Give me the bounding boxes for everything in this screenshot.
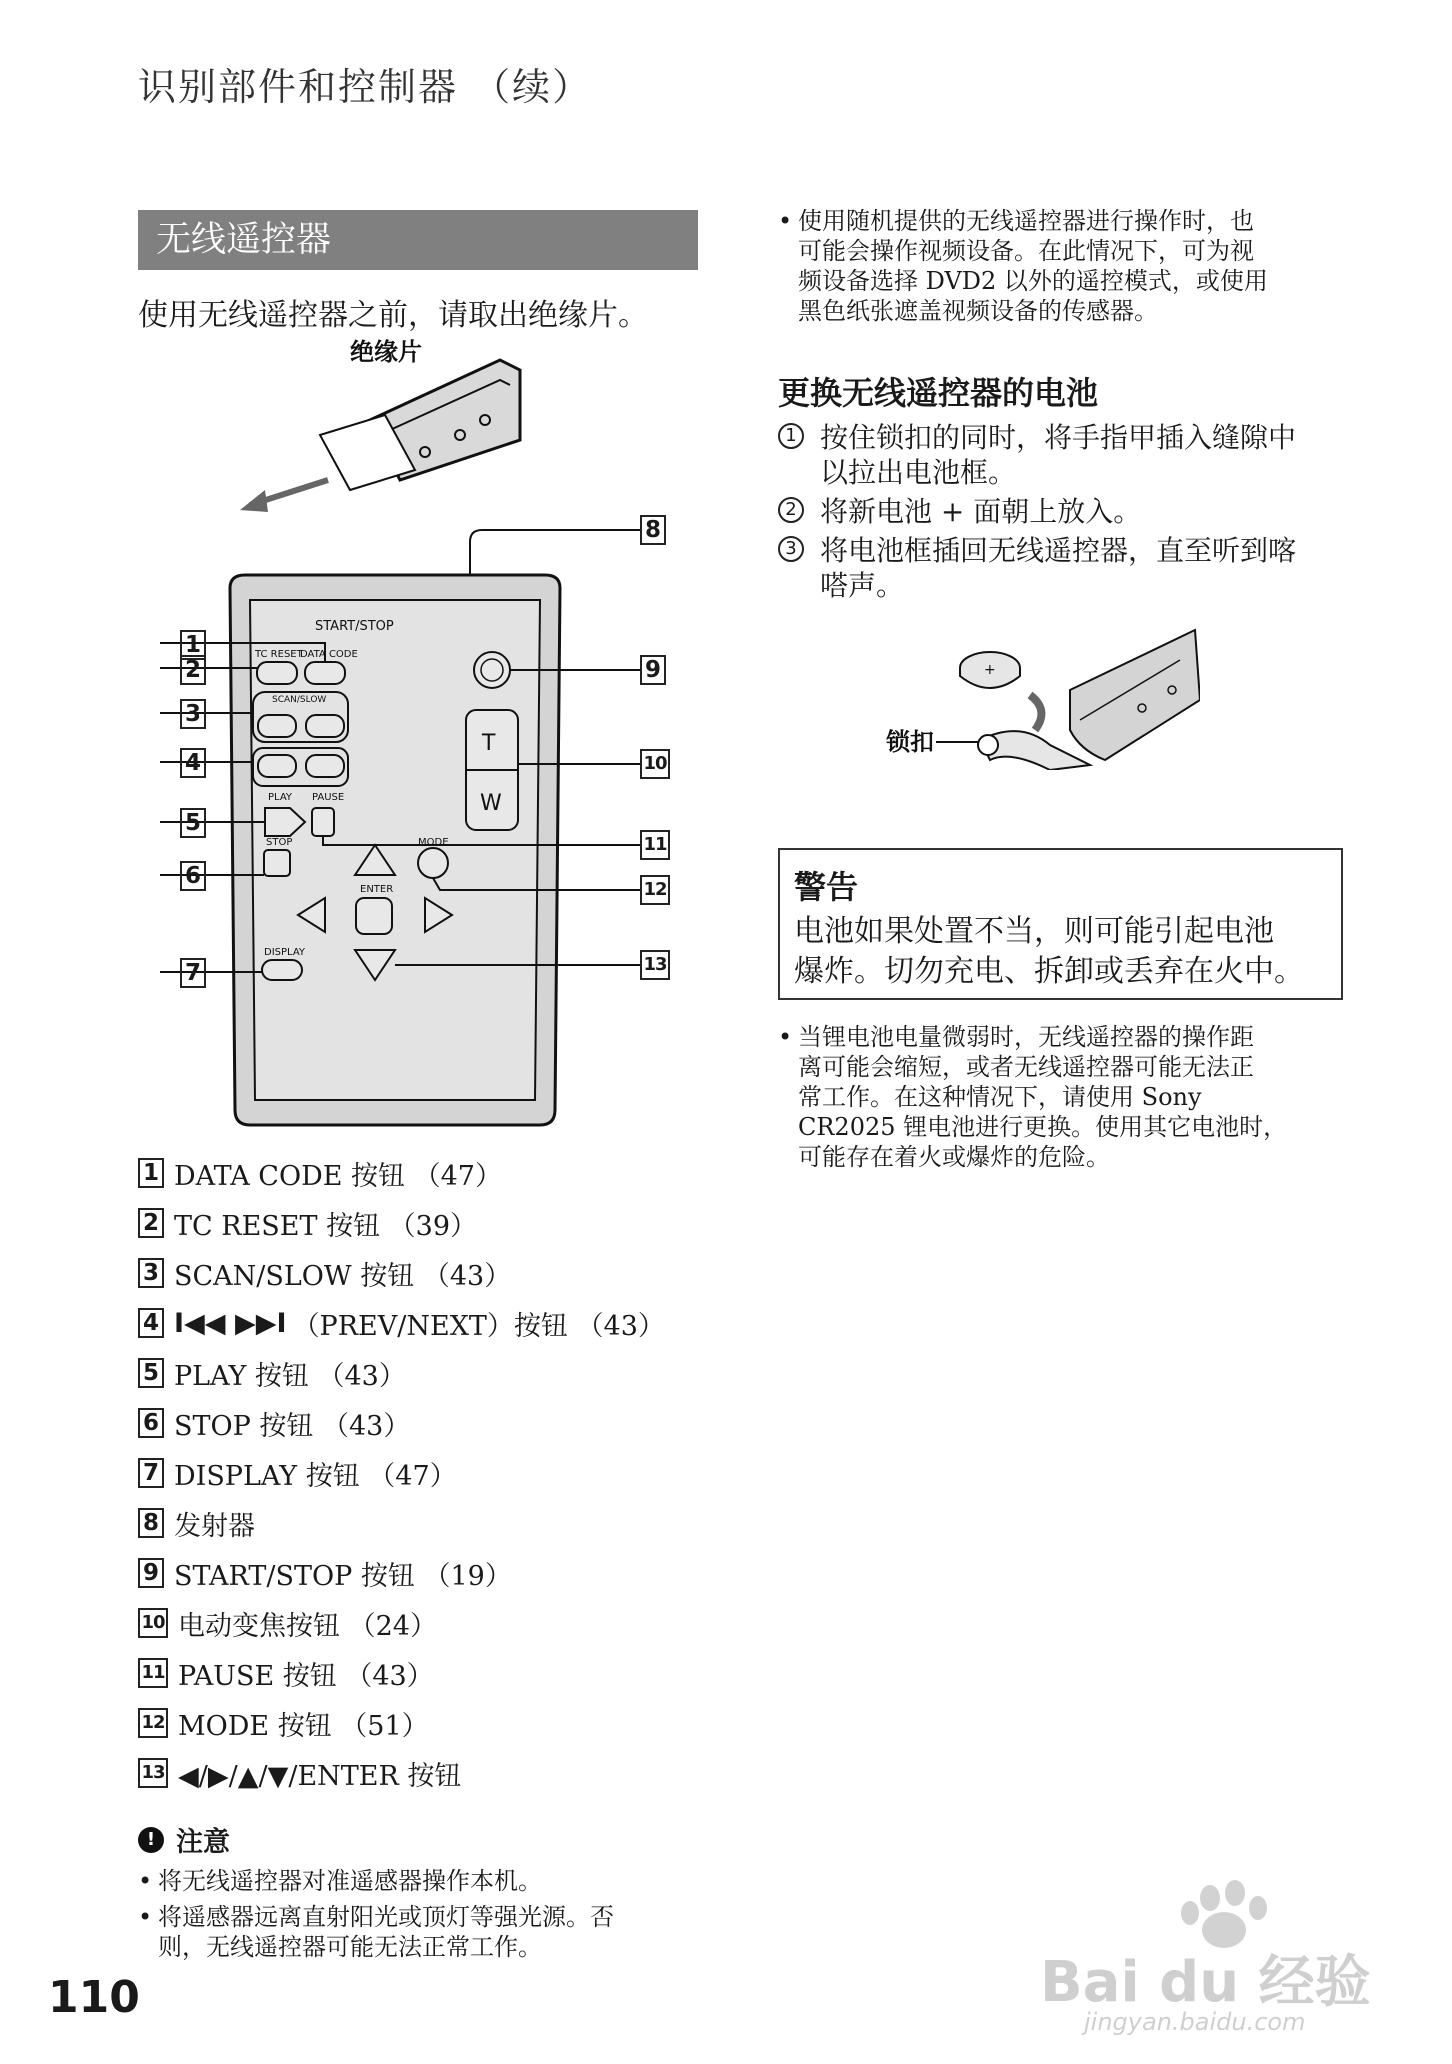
data-code-button	[305, 662, 345, 684]
data-code-caption: DATA CODE	[300, 649, 358, 660]
stop-caption: STOP	[266, 837, 293, 848]
list-item	[138, 1748, 738, 1798]
prev-button	[258, 755, 296, 777]
note-bullet-2: • 将遥感器远离直射阳光或顶灯等强光源。否 则，无线遥控器可能无法正常工作。	[138, 1903, 614, 1961]
battery-step-1	[778, 420, 1358, 490]
start-stop-caption: START/STOP	[315, 619, 394, 634]
zoom-wide-label: W	[480, 791, 502, 816]
warning-line: 爆炸。切勿充电、拆卸或丢弃在火中。	[794, 954, 1304, 989]
list-item	[138, 1598, 738, 1648]
step-line: 嗒声。	[820, 569, 905, 602]
item-number: 11	[138, 1658, 168, 1688]
bullet-line: 可能存在着火或爆炸的危险。	[798, 1143, 1110, 1171]
item-number: 1	[138, 1158, 164, 1188]
item-text: SCAN/SLOW 按钮 （43）	[174, 1260, 512, 1292]
item-number: 8	[138, 1508, 164, 1538]
list-item	[138, 1198, 738, 1248]
start-stop-button	[474, 652, 510, 688]
note-bullet-1: • 将无线遥控器对准遥感器操作本机。	[138, 1867, 542, 1895]
item-text: （PREV/NEXT）按钮 （43）	[292, 1310, 665, 1342]
item-text: 电动变焦按钮 （24）	[178, 1610, 437, 1642]
battery-illustration	[880, 620, 1200, 770]
list-item	[138, 1648, 738, 1698]
item-number: 2	[138, 1208, 164, 1238]
bullet-line: 离可能会缩短，或者无线遥控器可能无法正	[798, 1053, 1254, 1081]
insert-arrow	[1030, 695, 1041, 730]
pause-button	[312, 808, 334, 836]
item-text: ◀/▶/▲/▼/ENTER 按钮	[178, 1760, 462, 1792]
list-item	[138, 1248, 738, 1298]
list-item	[138, 1148, 738, 1198]
section-intro-text: 使用无线遥控器之前，请取出绝缘片。	[138, 298, 648, 333]
lock-label: 锁扣	[886, 728, 934, 756]
display-caption: DISPLAY	[264, 947, 306, 958]
battery-section-title: 更换无线遥控器的电池	[778, 374, 1099, 412]
note-line: 将无线遥控器对准遥感器操作本机。	[158, 1867, 542, 1895]
warning-body	[794, 912, 1334, 992]
step-line: 以拉出电池框。	[820, 456, 1017, 489]
list-item	[138, 1348, 738, 1398]
bullet-line: 常工作。在这种情况下，请使用 Sony	[798, 1083, 1202, 1111]
step-line: 按住锁扣的同时，将手指甲插入缝隙中	[820, 421, 1297, 454]
callout-2: 2	[180, 655, 206, 685]
item-number: 10	[138, 1608, 168, 1638]
parts-list	[138, 1148, 738, 1798]
notes-heading	[138, 1820, 230, 1859]
remote-bottom	[1070, 630, 1200, 760]
page-number: 110	[48, 1972, 140, 2023]
callout-13: 13	[640, 950, 670, 980]
item-number: 13	[138, 1758, 168, 1788]
section-title-bar: 无线遥控器	[138, 210, 698, 270]
note-line: 则，无线遥控器可能无法正常工作。	[158, 1933, 542, 1961]
item-number: 12	[138, 1708, 168, 1738]
display-button	[262, 960, 302, 980]
callout-8: 8	[640, 515, 666, 545]
item-text: 发射器	[174, 1510, 255, 1542]
list-item	[138, 1298, 738, 1348]
mode-button	[418, 848, 448, 878]
warning-line: 电池如果处置不当，则可能引起电池	[794, 914, 1274, 949]
tc-reset-caption: TC RESET	[255, 649, 303, 660]
callout-10: 10	[640, 749, 670, 779]
item-number: 9	[138, 1558, 164, 1588]
callout-4: 4	[180, 748, 206, 778]
bullet-line: CR2025 锂电池进行更换。使用其它电池时，	[798, 1113, 1288, 1141]
list-item	[138, 1698, 738, 1748]
stop-button	[264, 850, 290, 876]
list-item	[138, 1448, 738, 1498]
bullet-line: 黑色纸张遮盖视频设备的传感器。	[798, 297, 1158, 325]
play-caption: PLAY	[268, 792, 293, 803]
callout-12: 12	[640, 875, 670, 905]
list-item	[138, 1398, 738, 1448]
battery-step-3	[778, 533, 1358, 603]
note-line: 将遥感器远离直射阳光或顶灯等强光源。否	[158, 1903, 614, 1931]
scan-back-button	[258, 715, 296, 737]
svg-text:+: +	[984, 662, 996, 678]
step-line: 将电池框插回无线遥控器，直至听到喀	[820, 534, 1297, 567]
watermark-url: jingyan.baidu.com	[1084, 2008, 1306, 2036]
caution-icon: !	[138, 1827, 164, 1853]
watermark-brand: Bai du 经验	[1040, 1950, 1371, 2015]
callout-3: 3	[180, 699, 206, 729]
scan-forward-button	[306, 715, 344, 737]
callout-5: 5	[180, 808, 206, 838]
step-number: 1	[778, 423, 804, 449]
bullet-line: 可能会操作视频设备。在此情况下，可为视	[798, 237, 1254, 265]
warning-box	[778, 848, 1343, 1000]
enter-button	[356, 898, 392, 934]
scan-slow-caption: SCAN/SLOW	[272, 695, 327, 705]
zoom-tele-label: T	[482, 731, 496, 756]
step-number: 2	[778, 497, 804, 523]
item-text: TC RESET 按钮 （39）	[174, 1210, 478, 1242]
bullet-line: 当锂电池电量微弱时，无线遥控器的操作距	[798, 1023, 1254, 1051]
battery-low-bullet: • 当锂电池电量微弱时，无线遥控器的操作距 离可能会缩短，或者无线遥控器可能无法正 常工作。在这种情况下，请使用 Sony CR2025 锂电池进行更换。使用其它电池时， 可能存在着火或爆炸的危险。	[778, 1023, 1288, 1171]
enter-caption: ENTER	[360, 884, 394, 895]
item-text: STOP 按钮 （43）	[174, 1410, 411, 1442]
prev-next-glyphs: I◀◀ ▶▶I	[174, 1307, 287, 1339]
item-number: 3	[138, 1258, 164, 1288]
item-text: MODE 按钮 （51）	[178, 1710, 429, 1742]
notes-title: 注意	[176, 1827, 230, 1858]
list-item	[138, 1498, 738, 1548]
callout-7: 7	[180, 958, 206, 988]
bullet-line: 使用随机提供的无线遥控器进行操作时，也	[798, 207, 1254, 235]
list-item	[138, 1548, 738, 1598]
remote-interference-bullet: • 使用随机提供的无线遥控器进行操作时，也 可能会操作视频设备。在此情况下，可为视 频设备选择 DVD2 以外的遥控模式，或使用 黑色纸张遮盖视频设备的传感器。	[778, 207, 1268, 325]
callout-9: 9	[640, 655, 666, 685]
baidu-jingyan-watermark	[1040, 1868, 1380, 2038]
item-number: 6	[138, 1408, 164, 1438]
callout-1: 1	[180, 630, 206, 660]
item-number: 4	[138, 1308, 164, 1338]
bullet-line: 频设备选择 DVD2 以外的遥控模式，或使用	[798, 267, 1268, 295]
item-text: START/STOP 按钮 （19）	[174, 1560, 512, 1592]
item-number: 7	[138, 1458, 164, 1488]
tc-reset-button	[257, 662, 297, 684]
running-header-title: 识别部件和控制器 （续）	[138, 65, 593, 109]
step-line: 将新电池 + 面朝上放入。	[820, 495, 1142, 528]
item-text: DATA CODE 按钮 （47）	[174, 1160, 502, 1192]
step-number: 3	[778, 536, 804, 562]
mode-caption: MODE	[418, 837, 449, 848]
battery-step-2	[778, 494, 1358, 529]
next-button	[306, 755, 344, 777]
item-text: PAUSE 按钮 （43）	[178, 1660, 434, 1692]
item-text: DISPLAY 按钮 （47）	[174, 1460, 457, 1492]
remote-control-illustration	[160, 330, 720, 1130]
item-number: 5	[138, 1358, 164, 1388]
item-text: PLAY 按钮 （43）	[174, 1360, 406, 1392]
warning-title: 警告	[794, 868, 859, 906]
pause-caption: PAUSE	[312, 792, 345, 803]
insulation-sheet-label: 绝缘片	[350, 338, 422, 366]
callout-11: 11	[640, 830, 670, 860]
callout-6: 6	[180, 861, 206, 891]
